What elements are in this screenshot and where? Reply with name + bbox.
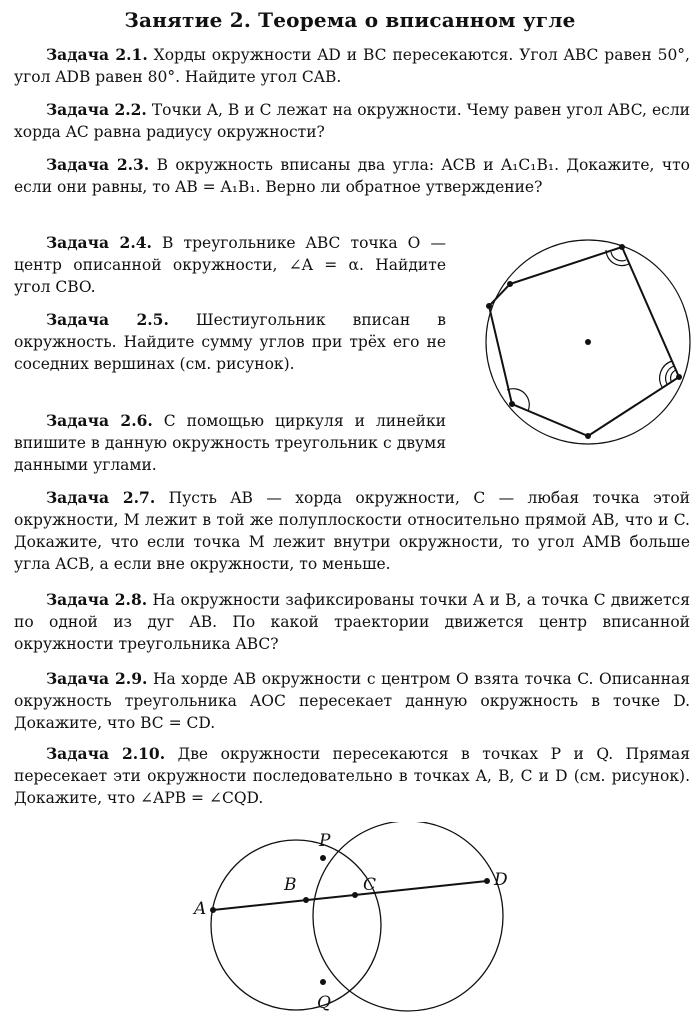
problem-text: В треугольнике ABC точка O — центр описанной окружности, ∠A = α. Найдите угол CBO. bbox=[14, 234, 446, 296]
problem-2-7 bbox=[14, 487, 690, 575]
problem-label: Задача 2.2. bbox=[46, 100, 147, 119]
problem-text: В окружность вписаны два угла: ACB и A₁C₁B₁. Докажите, что если они равны, то AB = A₁B₁. Верно ли обратное утверждение? bbox=[14, 156, 691, 196]
problem-label: Задача 2.8. bbox=[46, 590, 148, 609]
vertex bbox=[676, 374, 682, 380]
problem-text: Хорды окружности AD и BC пересекаются. Угол ABC равен 50°, угол ADB равен 80°. Найдите угол CAB. bbox=[14, 46, 690, 86]
problem-2-2 bbox=[14, 99, 690, 143]
label-Q: Q bbox=[317, 993, 331, 1013]
problem-label: Задача 2.6. bbox=[46, 411, 153, 430]
problem-2-8 bbox=[14, 589, 690, 655]
problem-text: Пусть AB — хорда окружности, C — любая точка этой окружности, M лежит в той же полуплоскости относительно прямой AB, что и C. Докажите, что если точка M лежит внутри окружности, то угол AMB больше угла ACB, а если вне окружности, то меньше. bbox=[14, 489, 690, 573]
problem-label: Задача 2.1. bbox=[46, 45, 148, 64]
left-circle bbox=[211, 840, 381, 1010]
problem-text: На хорде AB окружности с центром O взята точка C. Описанная окружность треугольника AOC пересекает данную окружность в точке D. Докажите, что BC = CD. bbox=[14, 670, 690, 732]
problem-2-1 bbox=[14, 44, 690, 88]
problem-label: Задача 2.9. bbox=[46, 669, 148, 688]
two-circles-figure bbox=[180, 822, 700, 1022]
angle-arc-top bbox=[606, 250, 629, 266]
label-P: P bbox=[319, 831, 331, 851]
point-Q bbox=[320, 979, 326, 985]
problem-text: Шестиугольник вписан в окружность. Найдите сумму углов при трёх его не соседних вершинах (см. рисунок). bbox=[14, 311, 446, 373]
point-C bbox=[352, 892, 358, 898]
problem-2-10 bbox=[14, 743, 690, 809]
hexagon bbox=[489, 247, 679, 436]
problem-text: Две окружности пересекаются в точках P и Q. Прямая пересекает эти окружности последовательно в точках A, B, C и D (см. рисунок). Докажите, что ∠APB = ∠CQD. bbox=[14, 745, 690, 807]
problem-text: С помощью циркуля и линейки впишите в данную окружность треугольник с двумя данными углами. bbox=[14, 412, 446, 474]
label-A: A bbox=[194, 899, 207, 919]
page-title: Занятие 2. Теорема о вписанном угле bbox=[124, 8, 576, 32]
right-circle bbox=[313, 822, 503, 1011]
label-D: D bbox=[494, 870, 508, 890]
vertex bbox=[619, 244, 625, 250]
label-B: B bbox=[284, 875, 297, 895]
point-B bbox=[303, 897, 309, 903]
point-A bbox=[210, 907, 216, 913]
problem-text: Точки A, B и C лежат на окружности. Чему равен угол ABC, если хорда AC равна радиусу окружности? bbox=[14, 101, 690, 141]
hexagon-figure bbox=[482, 236, 692, 451]
problem-label: Задача 2.3. bbox=[46, 155, 150, 174]
problem-2-4 bbox=[14, 232, 446, 298]
problem-2-5 bbox=[14, 309, 446, 375]
problem-2-9 bbox=[14, 668, 690, 734]
problem-text: На окружности зафиксированы точки A и B, а точка C движется по одной из дуг AB. По какой траектории движется центр вписанной окружности треугольника ABC? bbox=[14, 591, 690, 653]
vertex bbox=[585, 433, 591, 439]
problem-label: Задача 2.7. bbox=[46, 488, 156, 507]
problem-label: Задача 2.4. bbox=[46, 233, 152, 252]
vertex bbox=[486, 303, 492, 309]
problem-label: Задача 2.10. bbox=[46, 744, 166, 763]
problem-label: Задача 2.5. bbox=[46, 310, 169, 329]
vertex bbox=[507, 281, 513, 287]
problem-2-6 bbox=[14, 410, 446, 476]
secant-line bbox=[213, 881, 487, 910]
problem-2-3 bbox=[14, 154, 690, 198]
point-P bbox=[320, 855, 326, 861]
label-C: C bbox=[363, 875, 377, 895]
point-D bbox=[484, 878, 490, 884]
vertex bbox=[509, 401, 515, 407]
center-point bbox=[585, 339, 591, 345]
